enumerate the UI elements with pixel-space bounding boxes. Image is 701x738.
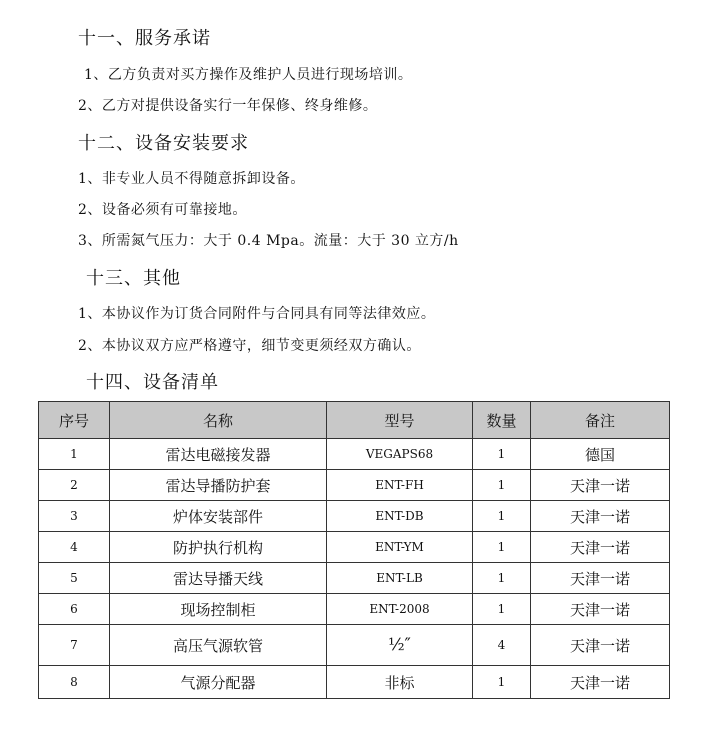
cell-name: 现场控制柜 <box>110 594 327 625</box>
col-header-quantity: 数量 <box>473 402 531 439</box>
table-row <box>39 470 670 501</box>
col-header-name: 名称 <box>110 402 327 439</box>
cell-model: ENT-2008 <box>327 594 473 625</box>
table-row <box>39 501 670 532</box>
cell-quantity: 1 <box>473 470 531 501</box>
cell-name: 气源分配器 <box>110 666 327 699</box>
cell-quantity: 1 <box>473 532 531 563</box>
section-title-equipment: 十四、设备清单 <box>86 372 219 393</box>
equipment-table <box>38 401 670 699</box>
cell-remark: 天津一诺 <box>531 532 670 563</box>
table-row <box>39 439 670 470</box>
cell-quantity: 4 <box>473 625 531 666</box>
install-item-2: 2、设备必须有可靠接地。 <box>78 202 247 218</box>
cell-remark: 德国 <box>531 439 670 470</box>
cell-index: 2 <box>39 470 110 501</box>
cell-name: 防护执行机构 <box>110 532 327 563</box>
col-header-model: 型号 <box>327 402 473 439</box>
service-item-2: 2、乙方对提供设备实行一年保修、终身维修。 <box>78 98 378 114</box>
install-item-3: 3、所需氮气压力：大于 0.4 Mpa。流量：大于 30 立方/h <box>78 233 459 249</box>
section-title-service: 十一、服务承诺 <box>78 28 211 49</box>
cell-quantity: 1 <box>473 501 531 532</box>
other-item-2: 2、本协议双方应严格遵守，细节变更须经双方确认。 <box>78 338 421 354</box>
cell-name: 雷达导播天线 <box>110 563 327 594</box>
cell-index: 4 <box>39 532 110 563</box>
table-row <box>39 563 670 594</box>
cell-name: 雷达导播防护套 <box>110 470 327 501</box>
cell-remark: 天津一诺 <box>531 501 670 532</box>
cell-remark: 天津一诺 <box>531 625 670 666</box>
table-header-row <box>39 402 670 439</box>
cell-remark: 天津一诺 <box>531 563 670 594</box>
cell-model: VEGAPS68 <box>327 439 473 470</box>
cell-quantity: 1 <box>473 666 531 699</box>
section-title-install: 十二、设备安装要求 <box>78 133 249 154</box>
cell-model: ENT-DB <box>327 501 473 532</box>
cell-model: ½″ <box>327 625 473 666</box>
cell-quantity: 1 <box>473 594 531 625</box>
table-row <box>39 532 670 563</box>
cell-name: 雷达电磁接发器 <box>110 439 327 470</box>
cell-quantity: 1 <box>473 563 531 594</box>
service-item-1: 1、乙方负责对买方操作及维护人员进行现场培训。 <box>84 67 413 83</box>
table-row <box>39 594 670 625</box>
cell-index: 6 <box>39 594 110 625</box>
cell-remark: 天津一诺 <box>531 666 670 699</box>
other-item-1: 1、本协议作为订货合同附件与合同具有同等法律效应。 <box>78 306 436 322</box>
cell-index: 1 <box>39 439 110 470</box>
col-header-index: 序号 <box>39 402 110 439</box>
cell-index: 8 <box>39 666 110 699</box>
cell-model: ENT-YM <box>327 532 473 563</box>
cell-index: 5 <box>39 563 110 594</box>
cell-quantity: 1 <box>473 439 531 470</box>
cell-model: 非标 <box>327 666 473 699</box>
cell-name: 高压气源软管 <box>110 625 327 666</box>
table-row <box>39 625 670 666</box>
install-item-1: 1、非专业人员不得随意拆卸设备。 <box>78 171 305 187</box>
col-header-remark: 备注 <box>531 402 670 439</box>
table-row <box>39 666 670 699</box>
cell-index: 7 <box>39 625 110 666</box>
cell-index: 3 <box>39 501 110 532</box>
cell-remark: 天津一诺 <box>531 470 670 501</box>
section-title-other: 十三、其他 <box>86 268 181 289</box>
cell-model: ENT-LB <box>327 563 473 594</box>
cell-remark: 天津一诺 <box>531 594 670 625</box>
cell-name: 炉体安装部件 <box>110 501 327 532</box>
cell-model: ENT-FH <box>327 470 473 501</box>
